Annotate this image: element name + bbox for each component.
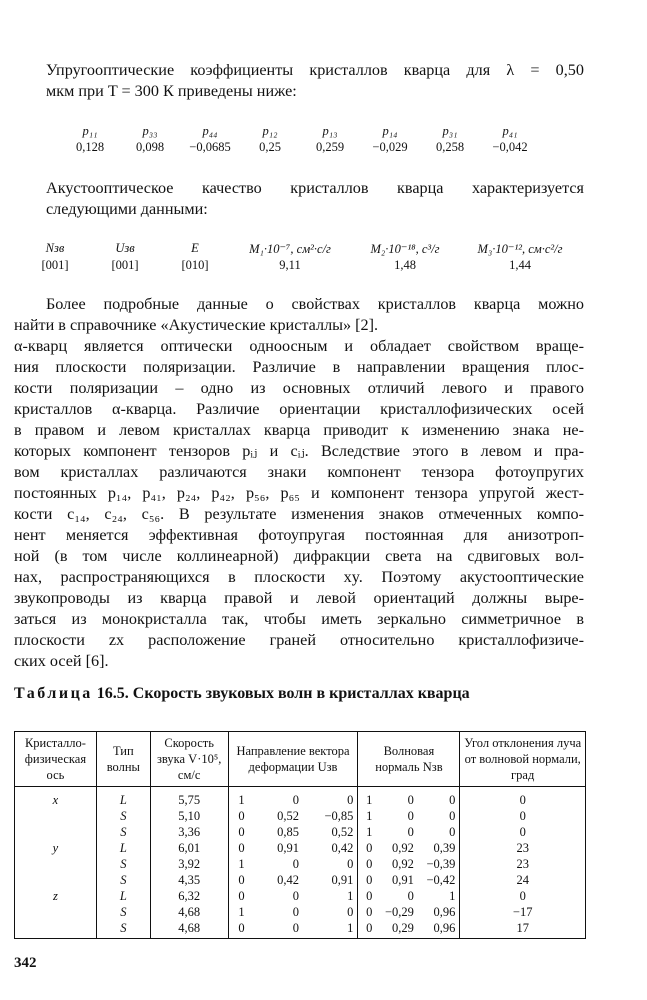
coef-value: −0,0685 [189,140,231,154]
deformation-vector-cell [228,787,358,809]
speed-cell: 5,10 [150,808,228,824]
vector-component: 1 [238,905,245,919]
vector-component: 0 [292,793,299,807]
speed-cell: 4,35 [150,872,228,888]
paragraph-line: Более подробные данные о свойствах кристаллов кварца можно [46,295,584,313]
vector-component: 0 [238,825,245,839]
axis-cell: x [15,787,97,809]
page-number: 342 [14,955,37,971]
acousto-quality-headers [20,241,580,257]
wave-normal-cell [358,856,460,872]
table-title-text: 16.5. Скорость звуковых волн в кристаллах кварца [92,685,470,702]
vector-component: 0,91 [277,841,299,855]
paragraph-line: следующими данными: [46,200,208,218]
vector-component: 0 [292,921,299,935]
vector-component: 0 [366,889,373,903]
coef-value: 0,098 [135,140,165,154]
coef-value: −0,042 [492,140,528,154]
wave-normal-cell [358,808,460,824]
speed-cell: 6,32 [150,888,228,904]
aq-value: [010] [181,258,209,272]
paragraph-line: Упругооптические коэффициенты кристаллов кварца для λ = 0,50 [46,61,584,79]
vector-component: 0 [366,873,373,887]
paragraph-line: постоянных p₁₄, p₄₁, p₂₄, p₄₂, p₅₆, p₆₅ и компонент тензора упругой жест- [14,484,584,502]
vector-component: 0 [449,825,456,839]
wave-type-cell: L [96,840,150,856]
vector-component: 0 [407,809,414,823]
table-title-prefix: Таблица [14,685,93,702]
paragraph-line: которых компонент тензоров pᵢⱼ и cᵢⱼ. Вследствие этого в левом и пра- [14,442,584,460]
vector-component: 0,91 [331,873,354,887]
vector-component: 0,96 [433,905,456,919]
coef-value: 0,128 [75,140,105,154]
vector-component: 0 [407,793,414,807]
speed-cell: 4,68 [150,920,228,939]
vector-component: 1 [366,809,373,823]
header-wave-normal: Волновая нормаль Nзв [358,732,460,787]
vector-component: 0,39 [433,841,456,855]
paragraph-line: нент меняется эффективная фотоупругая постоянная для анизотроп- [14,526,584,544]
vector-component: 0 [366,921,373,935]
paragraph-line: в правом и левом кристаллах кварца приводит к изменению знака не- [14,421,584,439]
vector-component: 0 [238,841,245,855]
deformation-vector-cell [228,808,358,824]
header-wave-type: Тип волны [96,732,150,787]
sound-velocity-table [14,731,586,939]
aq-value: [001] [111,258,139,272]
table-body [15,787,586,939]
paragraph-line: плоскости zx расположение граней относительно кристаллофизиче- [14,631,584,649]
axis-cell [15,904,97,920]
deformation-vector-cell [228,920,358,939]
aq-header: M₃·10⁻¹², см·с²/г [477,242,563,256]
coef-header: p₄₁ [502,124,518,138]
speed-cell: 4,68 [150,904,228,920]
vector-component: 0,42 [277,873,299,887]
aq-header: Uзв [115,241,135,255]
photoelastic-intro-paragraph [14,60,584,102]
aq-header: M₂·10⁻¹⁸, с³/г [370,242,440,256]
photoelastic-coefficient-values [60,140,540,155]
vector-component: 1 [366,825,373,839]
vector-component: 0,92 [392,841,414,855]
aq-header: E [191,241,199,255]
vector-component: 0,92 [392,857,414,871]
wave-normal-cell [358,787,460,809]
deformation-vector-cell [228,856,358,872]
vector-component: 0,29 [392,921,414,935]
acousto-quality-values [20,258,580,273]
axis-cell [15,872,97,888]
paragraph-line: заться из монокристалла так, чтобы иметь зеркально симметричное в [14,610,584,628]
angle-cell: 23 [460,856,586,872]
coef-header: p₁₂ [262,124,278,138]
vector-component: 0 [366,857,373,871]
aq-header: Nзв [45,241,65,255]
vector-component: 0 [238,873,245,887]
paragraph-line: звукопроводы из кварца правой и левой ориентаций должны выре- [14,589,584,607]
paragraph-line: мкм при T = 300 К приведены ниже: [46,82,297,100]
quartz-properties-paragraph [14,294,584,672]
coef-value: 0,259 [315,140,345,154]
vector-component: 1 [238,793,245,807]
header-deformation: Направление вектора деформации Uзв [228,732,358,787]
paragraph-line: Акустооптическое качество кристаллов кварца характеризуется [46,179,584,197]
deformation-vector-cell [228,888,358,904]
coef-header: p₃₃ [142,124,158,138]
photoelastic-coefficient-headers [60,124,540,139]
speed-cell: 3,36 [150,824,228,840]
vector-component: 0 [292,889,299,903]
coef-header: p₄₄ [202,124,218,138]
aq-value: 9,11 [279,258,301,272]
aq-value: [001] [41,258,69,272]
wave-type-cell: S [96,920,150,939]
wave-type-cell: L [96,888,150,904]
table-title [14,685,470,703]
paragraph-line: ной (в том числе коллинеарной) дифракции света на сдвиговых вол- [14,547,584,565]
angle-cell: −17 [460,904,586,920]
table-header-row [15,732,586,787]
wave-normal-cell [358,872,460,888]
acousto-quality-intro-paragraph [14,178,584,220]
table-row [15,824,586,840]
paragraph-line: ния плоскости поляризации. Различие в направлении вращения плос- [14,358,584,376]
vector-component: 0,91 [392,873,414,887]
deformation-vector-cell [228,904,358,920]
vector-component: 1 [449,889,456,903]
vector-component: 0 [366,905,373,919]
vector-component: 1 [347,889,354,903]
vector-component: −0,29 [384,905,414,919]
angle-cell: 0 [460,787,586,809]
wave-type-cell: S [96,904,150,920]
vector-component: 0 [449,793,456,807]
wave-normal-cell [358,888,460,904]
axis-cell [15,920,97,939]
table-row [15,920,586,939]
vector-component: 0 [366,841,373,855]
paragraph-line: кости поляризации – одно из основных отличий левого и правого [14,379,584,397]
table-row [15,787,586,809]
aq-header: M₁·10⁻⁷, см²·с/г [249,242,331,256]
paragraph-line: нах, распространяющихся в плоскости xy. Поэтому акустооптические [14,568,584,586]
axis-cell [15,808,97,824]
wave-type-cell: L [96,787,150,809]
axis-cell [15,856,97,872]
vector-component: 0,52 [277,809,299,823]
coef-header: p₁₃ [322,124,338,138]
wave-normal-cell [358,920,460,939]
angle-cell: 0 [460,888,586,904]
axis-cell: z [15,888,97,904]
vector-component: 0,85 [277,825,299,839]
vector-component: 0 [347,857,354,871]
coef-value: 0,25 [259,140,281,154]
header-speed: Скорость звука V·10⁵, см/с [150,732,228,787]
speed-cell: 5,75 [150,787,228,809]
wave-type-cell: S [96,872,150,888]
paragraph-line: кристаллов α-кварца. Различие ориентации кристаллофизических осей [14,400,584,418]
angle-cell: 23 [460,840,586,856]
table-row [15,904,586,920]
wave-type-cell: S [96,808,150,824]
coef-header: p₃₁ [442,124,458,138]
vector-component: 0 [238,889,245,903]
paragraph-line: ских осей [6]. [14,652,109,670]
speed-cell: 3,92 [150,856,228,872]
angle-cell: 0 [460,808,586,824]
wave-normal-cell [358,840,460,856]
vector-component: 0 [347,905,354,919]
vector-component: 0 [238,809,245,823]
vector-component: −0,39 [426,857,456,871]
angle-cell: 17 [460,920,586,939]
vector-component: −0,85 [324,809,354,823]
deformation-vector-cell [228,840,358,856]
vector-component: 0 [292,857,299,871]
table-row [15,856,586,872]
vector-component: 0 [292,905,299,919]
coef-value: 0,258 [435,140,465,154]
deformation-vector-cell [228,872,358,888]
table-row [15,872,586,888]
coef-value: −0,029 [372,140,408,154]
header-axis: Кристалло-физическая ось [15,732,97,787]
deformation-vector-cell [228,824,358,840]
coef-header: p₁₄ [382,124,398,138]
aq-value: 1,48 [394,258,416,272]
vector-component: 1 [366,793,373,807]
aq-value: 1,44 [509,258,531,272]
vector-component: 1 [347,921,354,935]
angle-cell: 0 [460,824,586,840]
vector-component: 0 [238,921,245,935]
axis-cell [15,824,97,840]
speed-cell: 6,01 [150,840,228,856]
paragraph-line: α-кварц является оптически одноосным и обладает свойством враще- [14,337,584,355]
wave-type-cell: S [96,856,150,872]
vector-component: 0,96 [433,921,456,935]
table-row [15,840,586,856]
table-row [15,888,586,904]
vector-component: 0 [347,793,354,807]
vector-component: 0,42 [331,841,354,855]
axis-cell: y [15,840,97,856]
vector-component: 0 [407,825,414,839]
vector-component: 1 [238,857,245,871]
wave-normal-cell [358,824,460,840]
vector-component: −0,42 [426,873,456,887]
coef-header: p₁₁ [82,124,98,138]
header-deflection-angle: Угол отклонения луча от волновой нормали, град [460,732,586,787]
paragraph-line: кости c₁₄, c₂₄, c₅₆. В результате изменения знаков отмеченных компо- [14,505,584,523]
vector-component: 0,52 [331,825,354,839]
paragraph-line: найти в справочнике «Акустические кристаллы» [2]. [14,316,379,334]
wave-type-cell: S [96,824,150,840]
paragraph-line: вом кристаллах различаются знаки компонент тензора фотоупругих [14,463,584,481]
wave-normal-cell [358,904,460,920]
angle-cell: 24 [460,872,586,888]
table-row [15,808,586,824]
vector-component: 0 [449,809,456,823]
vector-component: 0 [407,889,414,903]
